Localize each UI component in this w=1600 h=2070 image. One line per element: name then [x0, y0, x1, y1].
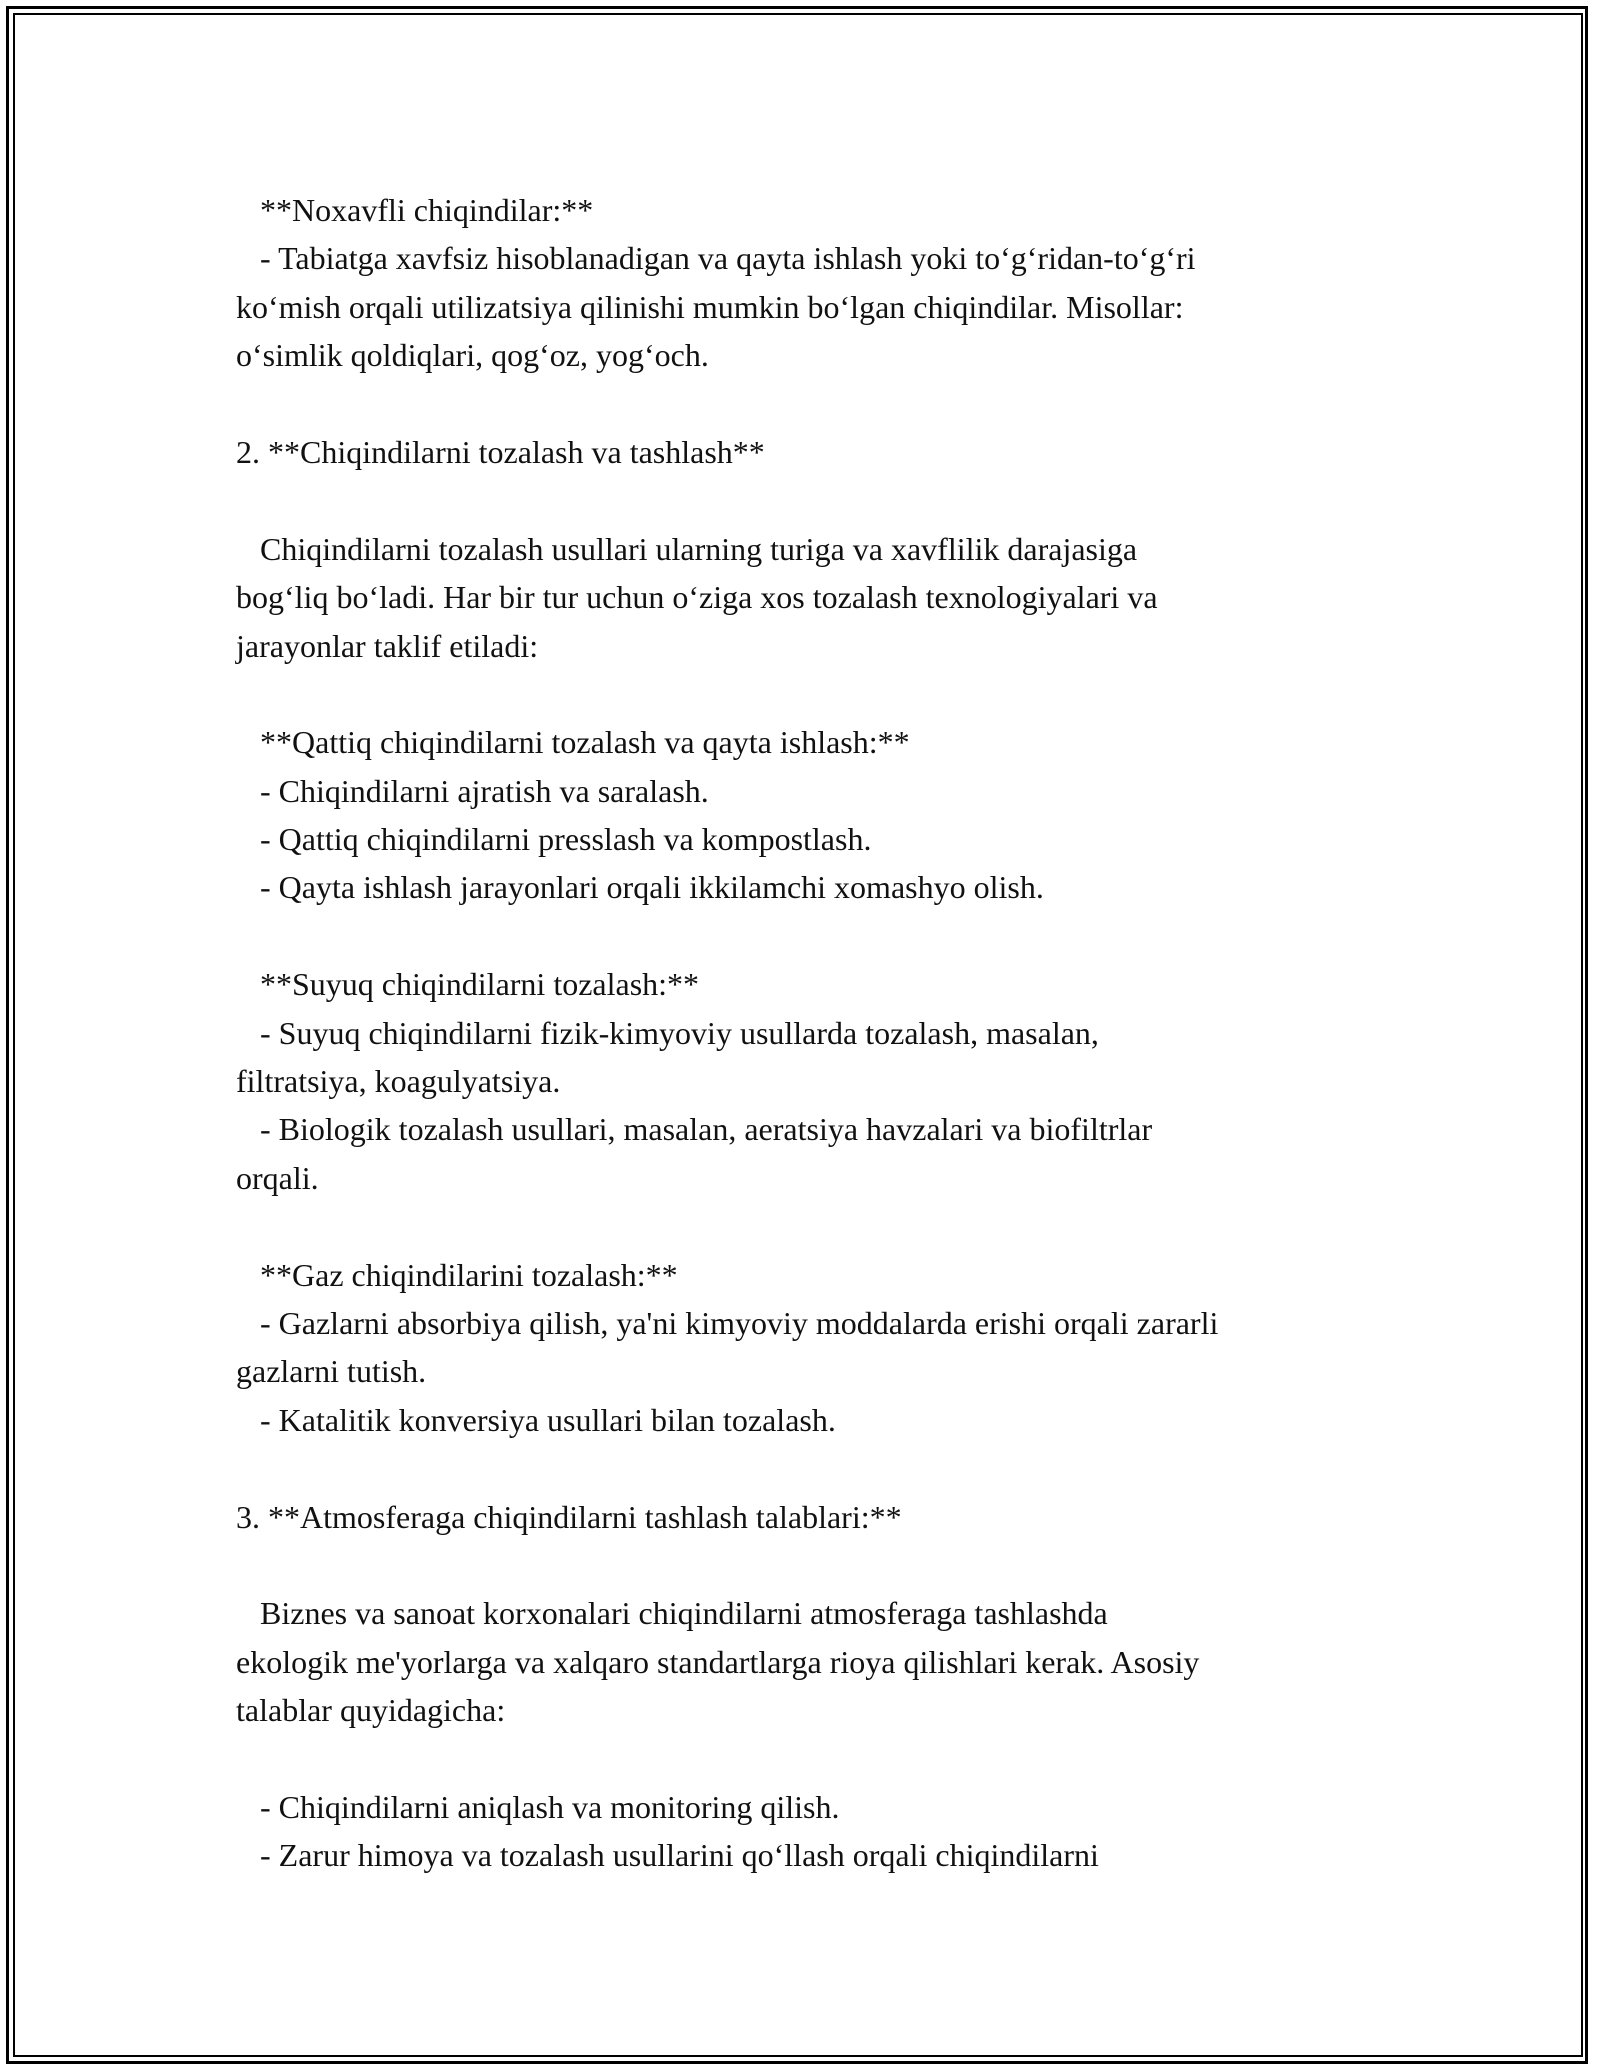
text-line: - Suyuq chiqindilarni fizik-kimyoviy usullarda tozalash, masalan, — [236, 1014, 1099, 1051]
blank-line — [236, 1735, 1381, 1783]
text-line: - Tabiatga xavfsiz hisoblanadigan va qayta ishlash yoki to‘g‘ridan-to‘g‘ri — [236, 240, 1196, 277]
text-line: **Qattiq chiqindilarni tozalash va qayta ishlash:** — [236, 724, 910, 761]
document-body — [236, 186, 1381, 1880]
text-line: filtratsiya, koagulyatsiya. — [236, 1063, 561, 1100]
text-line: Chiqindilarni tozalash usullari ularning turiga va xavflilik darajasiga — [236, 530, 1138, 567]
text-line: talablar quyidagicha: — [236, 1692, 506, 1729]
section-heading: 3. **Atmosferaga chiqindilarni tashlash talablari:** — [236, 1498, 902, 1535]
text-line: gazlarni tutish. — [236, 1353, 427, 1390]
text-line: orqali. — [236, 1159, 319, 1196]
blank-line — [236, 912, 1381, 960]
text-line: - Katalitik konversiya usullari bilan tozalash. — [236, 1401, 836, 1438]
text-line: **Gaz chiqindilarini tozalash:** — [236, 1256, 678, 1293]
blank-line — [236, 1541, 1381, 1589]
text-line: - Biologik tozalash usullari, masalan, aeratsiya havzalari va biofiltrlar — [236, 1111, 1153, 1148]
text-line: - Qayta ishlash jarayonlari orqali ikkilamchi xomashyo olish. — [236, 869, 1044, 906]
text-line: **Noxavfli chiqindilar:** — [236, 192, 594, 228]
text-line: - Zarur himoya va tozalash usullarini qo‘llash orqali chiqindilarni — [236, 1837, 1099, 1874]
text-line: - Qattiq chiqindilarni presslash va kompostlash. — [236, 821, 872, 858]
section-heading: 2. **Chiqindilarni tozalash va tashlash** — [236, 433, 765, 470]
text-line: - Gazlarni absorbiya qilish, ya'ni kimyoviy moddalarda erishi orqali zararli — [236, 1304, 1219, 1341]
text-line: **Suyuq chiqindilarni tozalash:** — [236, 966, 700, 1003]
blank-line — [236, 476, 1381, 524]
text-line: - Chiqindilarni ajratish va saralash. — [236, 772, 709, 809]
blank-line — [236, 670, 1381, 718]
text-line: ekologik me'yorlarga va xalqaro standartlarga rioya qilishlari kerak. Asosiy — [236, 1643, 1200, 1680]
blank-line — [236, 1444, 1381, 1492]
blank-line — [236, 380, 1381, 428]
text-line: Biznes va sanoat korxonalari chiqindilarni atmosferaga tashlashda — [236, 1595, 1108, 1632]
blank-line — [236, 1202, 1381, 1250]
text-line: jarayonlar taklif etiladi: — [236, 627, 539, 664]
text-line: ko‘mish orqali utilizatsiya qilinishi mumkin bo‘lgan chiqindilar. Misollar: — [236, 288, 1184, 325]
text-line: o‘simlik qoldiqlari, qog‘oz, yog‘och. — [236, 337, 709, 374]
text-line: - Chiqindilarni aniqlash va monitoring qilish. — [236, 1788, 840, 1825]
text-line: bog‘liq bo‘ladi. Har bir tur uchun o‘ziga xos tozalash texnologiyalari va — [236, 579, 1158, 616]
